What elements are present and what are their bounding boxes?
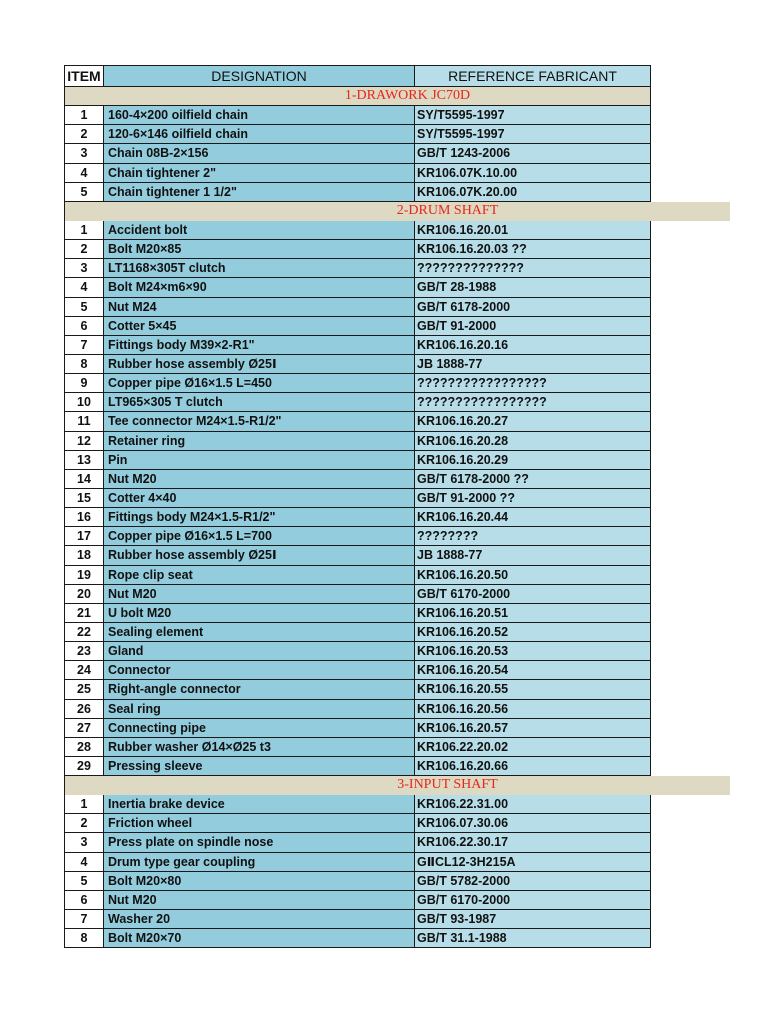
table-row	[64, 757, 730, 776]
item-cell: 19	[64, 566, 104, 585]
item-cell: 14	[64, 470, 104, 489]
designation-cell: Nut M24	[104, 298, 415, 317]
reference-cell: KR106.16.20.66	[415, 757, 651, 776]
item-cell: 17	[64, 527, 104, 546]
designation-cell: Cotter 4×40	[104, 489, 415, 508]
section-header	[64, 202, 730, 221]
designation-cell: Connector	[104, 661, 415, 680]
reference-cell: ?????????????????	[415, 374, 651, 393]
designation-cell: Bolt M20×85	[104, 240, 415, 259]
reference-cell: KR106.22.30.17	[415, 833, 651, 852]
reference-cell: KR106.16.20.29	[415, 451, 651, 470]
table-row	[64, 853, 730, 872]
item-cell: 23	[64, 642, 104, 661]
item-cell: 4	[64, 278, 104, 297]
reference-cell: SY/T5595-1997	[415, 106, 651, 125]
reference-cell: ??????????????	[415, 259, 651, 278]
item-cell: 4	[64, 164, 104, 183]
parts-table	[64, 65, 730, 948]
item-cell: 29	[64, 757, 104, 776]
designation-cell: Chain tightener 1 1/2"	[104, 183, 415, 202]
table-row	[64, 393, 730, 412]
reference-cell: KR106.16.20.28	[415, 432, 651, 451]
item-cell: 8	[64, 929, 104, 948]
table-row	[64, 680, 730, 699]
designation-cell: Rubber washer Ø14×Ø25 t3	[104, 738, 415, 757]
designation-cell: Pin	[104, 451, 415, 470]
reference-cell: KR106.16.20.56	[415, 700, 651, 719]
designation-cell: Cotter 5×45	[104, 317, 415, 336]
designation-cell: Nut M20	[104, 891, 415, 910]
reference-cell: KR106.16.20.03 ??	[415, 240, 651, 259]
table-row	[64, 355, 730, 374]
designation-cell: Friction wheel	[104, 814, 415, 833]
reference-cell: KR106.16.20.54	[415, 661, 651, 680]
designation-cell: Nut M20	[104, 470, 415, 489]
table-row	[64, 336, 730, 355]
item-cell: 3	[64, 833, 104, 852]
item-cell: 20	[64, 585, 104, 604]
designation-cell: Copper pipe Ø16×1.5 L=700	[104, 527, 415, 546]
reference-cell: KR106.07.30.06	[415, 814, 651, 833]
item-cell: 3	[64, 259, 104, 278]
table-row	[64, 508, 730, 527]
reference-cell: KR106.16.20.27	[415, 412, 651, 431]
reference-cell: KR106.16.20.44	[415, 508, 651, 527]
table-row	[64, 795, 730, 814]
table-row	[64, 451, 730, 470]
item-cell: 18	[64, 546, 104, 565]
designation-cell: 160-4×200 oilfield chain	[104, 106, 415, 125]
designation-cell: Copper pipe Ø16×1.5 L=450	[104, 374, 415, 393]
designation-cell: Chain 08B-2×156	[104, 144, 415, 163]
table-row	[64, 814, 730, 833]
item-cell: 13	[64, 451, 104, 470]
table-row	[64, 221, 730, 240]
reference-cell: ????????	[415, 527, 651, 546]
section-title: 3-INPUT SHAFT	[64, 776, 730, 795]
reference-cell: GⅡCL12-3H215A	[415, 853, 651, 872]
reference-cell: KR106.07K.10.00	[415, 164, 651, 183]
table-row	[64, 738, 730, 757]
designation-cell: Accident bolt	[104, 221, 415, 240]
reference-cell: KR106.16.20.01	[415, 221, 651, 240]
item-cell: 4	[64, 853, 104, 872]
table-header	[64, 65, 730, 87]
item-cell: 28	[64, 738, 104, 757]
item-cell: 2	[64, 240, 104, 259]
designation-cell: Pressing sleeve	[104, 757, 415, 776]
reference-cell: GB/T 28-1988	[415, 278, 651, 297]
table-row	[64, 833, 730, 852]
table-row	[64, 470, 730, 489]
designation-cell: Nut M20	[104, 585, 415, 604]
reference-cell: SY/T5595-1997	[415, 125, 651, 144]
item-cell: 5	[64, 872, 104, 891]
designation-cell: Press plate on spindle nose	[104, 833, 415, 852]
item-cell: 1	[64, 221, 104, 240]
reference-cell: KR106.16.20.53	[415, 642, 651, 661]
reference-cell: ?????????????????	[415, 393, 651, 412]
item-cell: 7	[64, 910, 104, 929]
reference-cell: KR106.16.20.55	[415, 680, 651, 699]
item-cell: 5	[64, 183, 104, 202]
table-row	[64, 240, 730, 259]
item-cell: 8	[64, 355, 104, 374]
item-cell: 6	[64, 317, 104, 336]
column-header-item: ITEM	[64, 65, 104, 87]
designation-cell: Sealing element	[104, 623, 415, 642]
table-row	[64, 374, 730, 393]
reference-cell: GB/T 31.1-1988	[415, 929, 651, 948]
designation-cell: Gland	[104, 642, 415, 661]
reference-cell: GB/T 91-2000	[415, 317, 651, 336]
item-cell: 1	[64, 106, 104, 125]
reference-cell: GB/T 5782-2000	[415, 872, 651, 891]
table-row	[64, 106, 730, 125]
designation-cell: 120-6×146 oilfield chain	[104, 125, 415, 144]
item-cell: 26	[64, 700, 104, 719]
reference-cell: GB/T 6178-2000 ??	[415, 470, 651, 489]
reference-cell: KR106.22.20.02	[415, 738, 651, 757]
table-body	[64, 87, 730, 948]
item-cell: 10	[64, 393, 104, 412]
item-cell: 7	[64, 336, 104, 355]
item-cell: 5	[64, 298, 104, 317]
table-row	[64, 661, 730, 680]
designation-cell: Fittings body M24×1.5-R1/2"	[104, 508, 415, 527]
item-cell: 2	[64, 814, 104, 833]
designation-cell: Bolt M24×m6×90	[104, 278, 415, 297]
item-cell: 27	[64, 719, 104, 738]
reference-cell: GB/T 6178-2000	[415, 298, 651, 317]
designation-cell: Chain tightener 2"	[104, 164, 415, 183]
item-cell: 9	[64, 374, 104, 393]
item-cell: 1	[64, 795, 104, 814]
item-cell: 21	[64, 604, 104, 623]
designation-cell: U bolt M20	[104, 604, 415, 623]
table-row	[64, 546, 730, 565]
table-row	[64, 585, 730, 604]
designation-cell: Inertia brake device	[104, 795, 415, 814]
table-row	[64, 566, 730, 585]
table-row	[64, 489, 730, 508]
table-row	[64, 891, 730, 910]
reference-cell: GB/T 6170-2000	[415, 585, 651, 604]
designation-cell: Seal ring	[104, 700, 415, 719]
table-row	[64, 144, 730, 163]
item-cell: 24	[64, 661, 104, 680]
section-title: 1-DRAWORK JC70D	[64, 87, 651, 106]
table-row	[64, 700, 730, 719]
reference-cell: KR106.16.20.57	[415, 719, 651, 738]
table-row	[64, 432, 730, 451]
designation-cell: Retainer ring	[104, 432, 415, 451]
designation-cell: Bolt M20×70	[104, 929, 415, 948]
section-header	[64, 87, 730, 106]
table-row	[64, 929, 730, 948]
item-cell: 16	[64, 508, 104, 527]
designation-cell: Rope clip seat	[104, 566, 415, 585]
reference-cell: GB/T 91-2000 ??	[415, 489, 651, 508]
table-row	[64, 278, 730, 297]
designation-cell: Connecting pipe	[104, 719, 415, 738]
reference-cell: KR106.16.20.51	[415, 604, 651, 623]
column-header-reference: REFERENCE FABRICANT	[415, 65, 651, 87]
reference-cell: GB/T 1243-2006	[415, 144, 651, 163]
item-cell: 2	[64, 125, 104, 144]
table-row	[64, 125, 730, 144]
designation-cell: Rubber hose assembly Ø25Ⅰ	[104, 546, 415, 565]
section-header	[64, 776, 730, 795]
table-row	[64, 317, 730, 336]
designation-cell: Rubber hose assembly Ø25Ⅰ	[104, 355, 415, 374]
item-cell: 12	[64, 432, 104, 451]
column-header-designation: DESIGNATION	[104, 65, 415, 87]
table-row	[64, 164, 730, 183]
item-cell: 11	[64, 412, 104, 431]
table-row	[64, 183, 730, 202]
table-row	[64, 412, 730, 431]
table-row	[64, 642, 730, 661]
table-row	[64, 604, 730, 623]
designation-cell: Fittings body M39×2-R1"	[104, 336, 415, 355]
designation-cell: Washer 20	[104, 910, 415, 929]
reference-cell: GB/T 6170-2000	[415, 891, 651, 910]
designation-cell: Bolt M20×80	[104, 872, 415, 891]
table-row	[64, 259, 730, 278]
designation-cell: LT965×305 T clutch	[104, 393, 415, 412]
item-cell: 3	[64, 144, 104, 163]
item-cell: 15	[64, 489, 104, 508]
item-cell: 25	[64, 680, 104, 699]
table-row	[64, 623, 730, 642]
item-cell: 6	[64, 891, 104, 910]
reference-cell: GB/T 93-1987	[415, 910, 651, 929]
reference-cell: KR106.16.20.52	[415, 623, 651, 642]
table-row	[64, 872, 730, 891]
designation-cell: Tee connector M24×1.5-R1/2"	[104, 412, 415, 431]
section-title: 2-DRUM SHAFT	[64, 202, 730, 221]
designation-cell: LT1168×305T clutch	[104, 259, 415, 278]
table-row	[64, 298, 730, 317]
reference-cell: KR106.16.20.50	[415, 566, 651, 585]
table-row	[64, 527, 730, 546]
table-row	[64, 910, 730, 929]
reference-cell: JB 1888-77	[415, 546, 651, 565]
reference-cell: KR106.16.20.16	[415, 336, 651, 355]
reference-cell: KR106.22.31.00	[415, 795, 651, 814]
reference-cell: JB 1888-77	[415, 355, 651, 374]
designation-cell: Drum type gear coupling	[104, 853, 415, 872]
reference-cell: KR106.07K.20.00	[415, 183, 651, 202]
item-cell: 22	[64, 623, 104, 642]
table-row	[64, 719, 730, 738]
designation-cell: Right-angle connector	[104, 680, 415, 699]
